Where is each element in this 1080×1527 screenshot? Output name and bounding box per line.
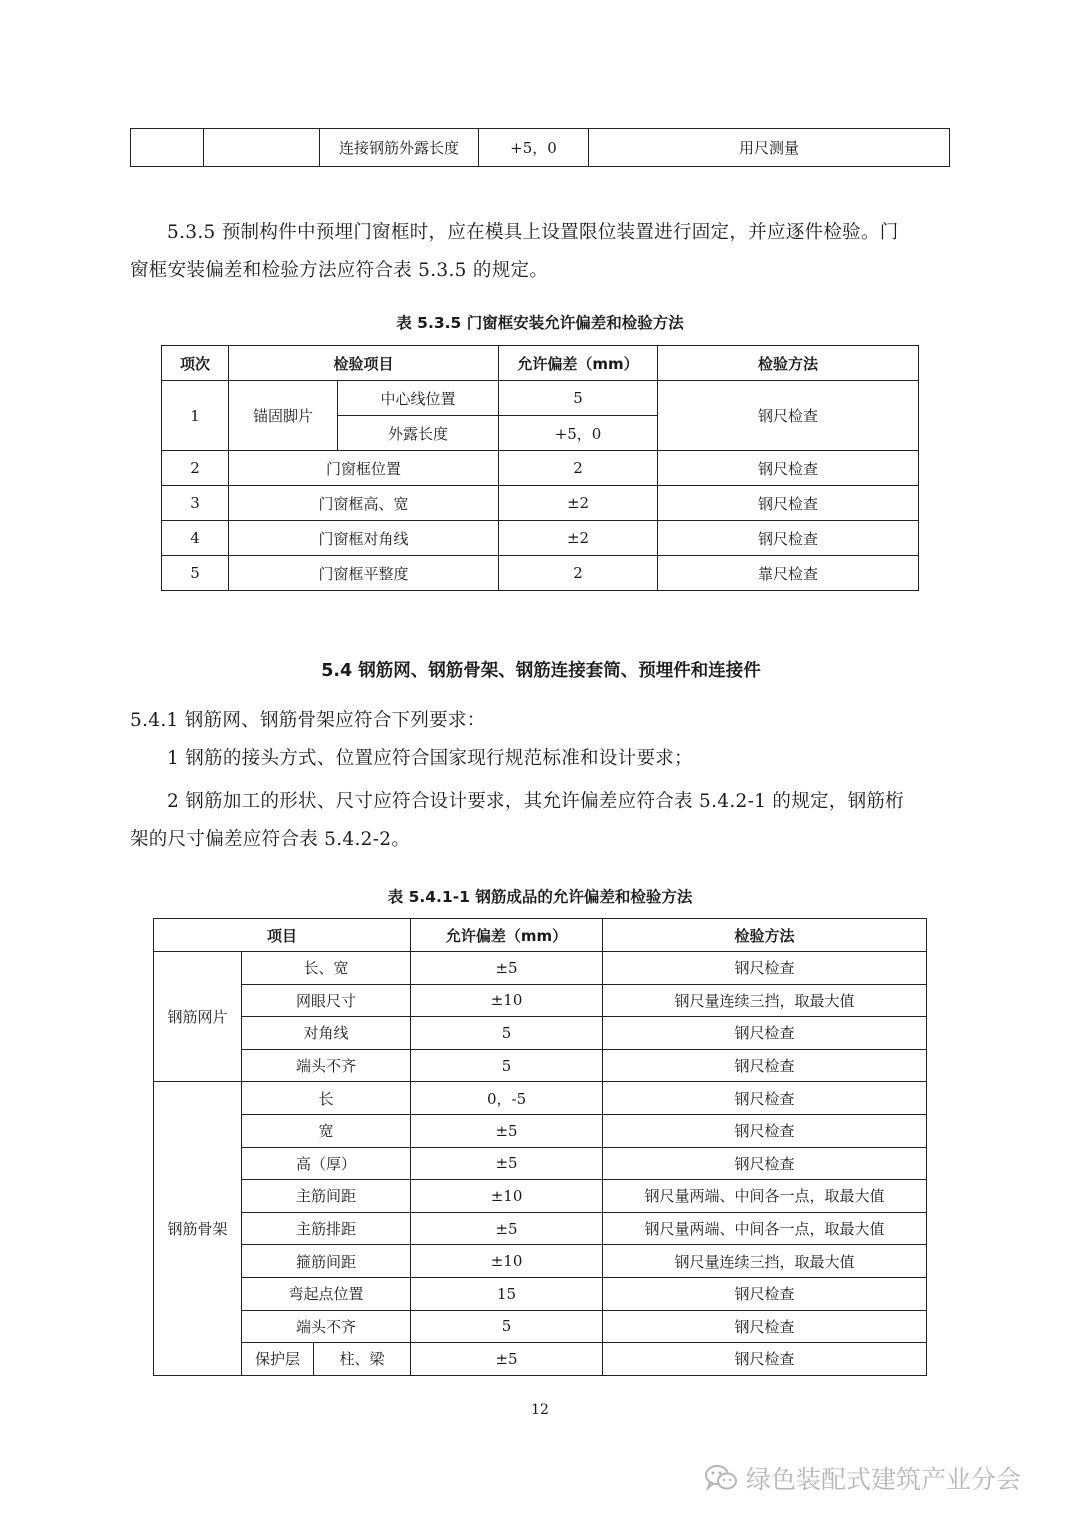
- table-cell: 宽: [242, 1114, 411, 1147]
- table-cell: 钢尺检查: [603, 1114, 927, 1147]
- table-cell: [131, 129, 204, 167]
- table-row: [154, 1212, 927, 1245]
- table-row: [154, 1277, 927, 1310]
- paragraph-line: 2 钢筋加工的形状、尺寸应符合设计要求，其允许偏差应符合表 5.4.2-1 的规定，钢筋桁: [167, 791, 905, 812]
- table-row: [162, 521, 919, 556]
- watermark: [704, 1458, 1054, 1498]
- table-header: 项目: [154, 919, 411, 952]
- table-cell: 5: [162, 556, 229, 591]
- table-cell: 钢尺检查: [603, 1017, 927, 1050]
- table-cell: 钢尺检查: [603, 952, 927, 985]
- table-cell: 4: [162, 521, 229, 556]
- table-cell: ±10: [411, 984, 603, 1017]
- paragraph-line: 5.3.5 预制构件中预埋门窗框时，应在模具上设置限位装置进行固定，并应逐件检验。门: [167, 222, 899, 243]
- table-cell: 钢筋骨架: [154, 1082, 242, 1375]
- table-cell: 5: [499, 381, 658, 416]
- table-cell: ±5: [411, 1114, 603, 1147]
- table-cell: 5: [411, 1310, 603, 1343]
- table-row: [154, 1310, 927, 1343]
- table-cell: 钢尺检查: [658, 451, 919, 486]
- table-cell: 5: [411, 1049, 603, 1082]
- table-cell: ±5: [411, 952, 603, 985]
- table-caption: 表 5.3.5 门窗框安装允许偏差和检验方法: [396, 314, 684, 332]
- table-cell: ±5: [411, 1147, 603, 1180]
- table-cell: 保护层: [242, 1343, 314, 1376]
- paragraph-line: 窗框安装偏差和检验方法应符合表 5.3.5 的规定。: [130, 260, 549, 281]
- table-cell: +5，0: [479, 129, 589, 167]
- table-cell: 1: [162, 381, 229, 451]
- table-row: [154, 984, 927, 1017]
- table-header: 允许偏差（mm）: [411, 919, 603, 952]
- paragraph-535: [130, 214, 952, 290]
- table-cell: ±5: [411, 1343, 603, 1376]
- table-cell: 3: [162, 486, 229, 521]
- table-cell: 端头不齐: [242, 1049, 411, 1082]
- table-cell: ±2: [499, 486, 658, 521]
- top-table: [130, 128, 950, 167]
- table-cell: 钢筋网片: [154, 952, 242, 1082]
- table-cell: 钢尺量连续三挡，取最大值: [603, 1245, 927, 1278]
- table-cell: ±2: [499, 521, 658, 556]
- wechat-icon: [704, 1463, 738, 1493]
- table-cell: 箍筋间距: [242, 1245, 411, 1278]
- table-cell: 钢尺检查: [603, 1147, 927, 1180]
- table-cell: 弯起点位置: [242, 1277, 411, 1310]
- table-cell: 15: [411, 1277, 603, 1310]
- table-cell: 5: [411, 1017, 603, 1050]
- paragraph-line: 1 钢筋的接头方式、位置应符合国家现行规范标准和设计要求；: [167, 748, 693, 769]
- table-cell: 钢尺检查: [603, 1049, 927, 1082]
- table-row: [154, 1245, 927, 1278]
- table-cell: 钢尺量两端、中间各一点，取最大值: [603, 1212, 927, 1245]
- table-cell: 门窗框平整度: [229, 556, 499, 591]
- table-row: [154, 1082, 927, 1115]
- table-cell: 钢尺检查: [658, 486, 919, 521]
- table-cell: 网眼尺寸: [242, 984, 411, 1017]
- table-cell: ±10: [411, 1180, 603, 1213]
- table-cell: 锚固脚片: [229, 381, 338, 451]
- table-cell: 柱、梁: [314, 1343, 411, 1376]
- table-cell: 端头不齐: [242, 1310, 411, 1343]
- table-cell: 钢尺检查: [603, 1082, 927, 1115]
- table-cell: 钢尺量连续三挡，取最大值: [603, 984, 927, 1017]
- table-header: 检验方法: [658, 346, 919, 381]
- table-cell: 钢尺检查: [603, 1310, 927, 1343]
- table-cell: ±5: [411, 1212, 603, 1245]
- table-cell: 钢尺量两端、中间各一点，取最大值: [603, 1180, 927, 1213]
- table-cell: 中心线位置: [338, 381, 499, 416]
- section-heading: 5.4 钢筋网、钢筋骨架、钢筋连接套筒、预埋件和连接件: [321, 661, 761, 681]
- table-cell: 门窗框对角线: [229, 521, 499, 556]
- table-cell: 0，-5: [411, 1082, 603, 1115]
- table-cell: 钢尺检查: [603, 1343, 927, 1376]
- table-cell: 门窗框位置: [229, 451, 499, 486]
- table-cell: 主筋间距: [242, 1180, 411, 1213]
- table-cell: [204, 129, 320, 167]
- watermark-text: 绿色装配式建筑产业分会: [746, 1465, 1022, 1494]
- table-cell: 2: [162, 451, 229, 486]
- table-row: [154, 952, 927, 985]
- table-row: [154, 1049, 927, 1082]
- table-header: 允许偏差（mm）: [499, 346, 658, 381]
- table-541: [153, 918, 927, 1376]
- table-caption: 表 5.4.1-1 钢筋成品的允许偏差和检验方法: [387, 888, 693, 906]
- table-cell: +5，0: [499, 416, 658, 451]
- table-cell: 主筋排距: [242, 1212, 411, 1245]
- table-row: [154, 1343, 927, 1376]
- table-cell: 高（厚）: [242, 1147, 411, 1180]
- table-cell: 钢尺检查: [658, 521, 919, 556]
- table-row: [162, 486, 919, 521]
- table-row: [154, 1180, 927, 1213]
- table-cell: 用尺测量: [589, 129, 950, 167]
- table-cell: 2: [499, 451, 658, 486]
- paragraph-541: [130, 702, 952, 859]
- page-number: 12: [531, 1402, 549, 1418]
- table-cell: 长: [242, 1082, 411, 1115]
- table-cell: 外露长度: [338, 416, 499, 451]
- table-header: 项次: [162, 346, 229, 381]
- table-header: 检验项目: [229, 346, 499, 381]
- table-row: [154, 1114, 927, 1147]
- table-row: [154, 1147, 927, 1180]
- table-cell: 靠尺检查: [658, 556, 919, 591]
- table-cell: ±10: [411, 1245, 603, 1278]
- table-row: [162, 556, 919, 591]
- table-cell: 长、宽: [242, 952, 411, 985]
- table-header: 检验方法: [603, 919, 927, 952]
- paragraph-line: 5.4.1 钢筋网、钢筋骨架应符合下列要求：: [130, 710, 486, 731]
- table-row: [154, 1017, 927, 1050]
- table-cell: 连接钢筋外露长度: [320, 129, 479, 167]
- table-cell: 门窗框高、宽: [229, 486, 499, 521]
- table-cell: 钢尺检查: [603, 1277, 927, 1310]
- paragraph-line: 架的尺寸偏差应符合表 5.4.2-2。: [130, 829, 411, 850]
- table-cell: 对角线: [242, 1017, 411, 1050]
- table-cell: 2: [499, 556, 658, 591]
- table-cell: 钢尺检查: [658, 381, 919, 451]
- table-row: [162, 451, 919, 486]
- table-535: [161, 345, 919, 591]
